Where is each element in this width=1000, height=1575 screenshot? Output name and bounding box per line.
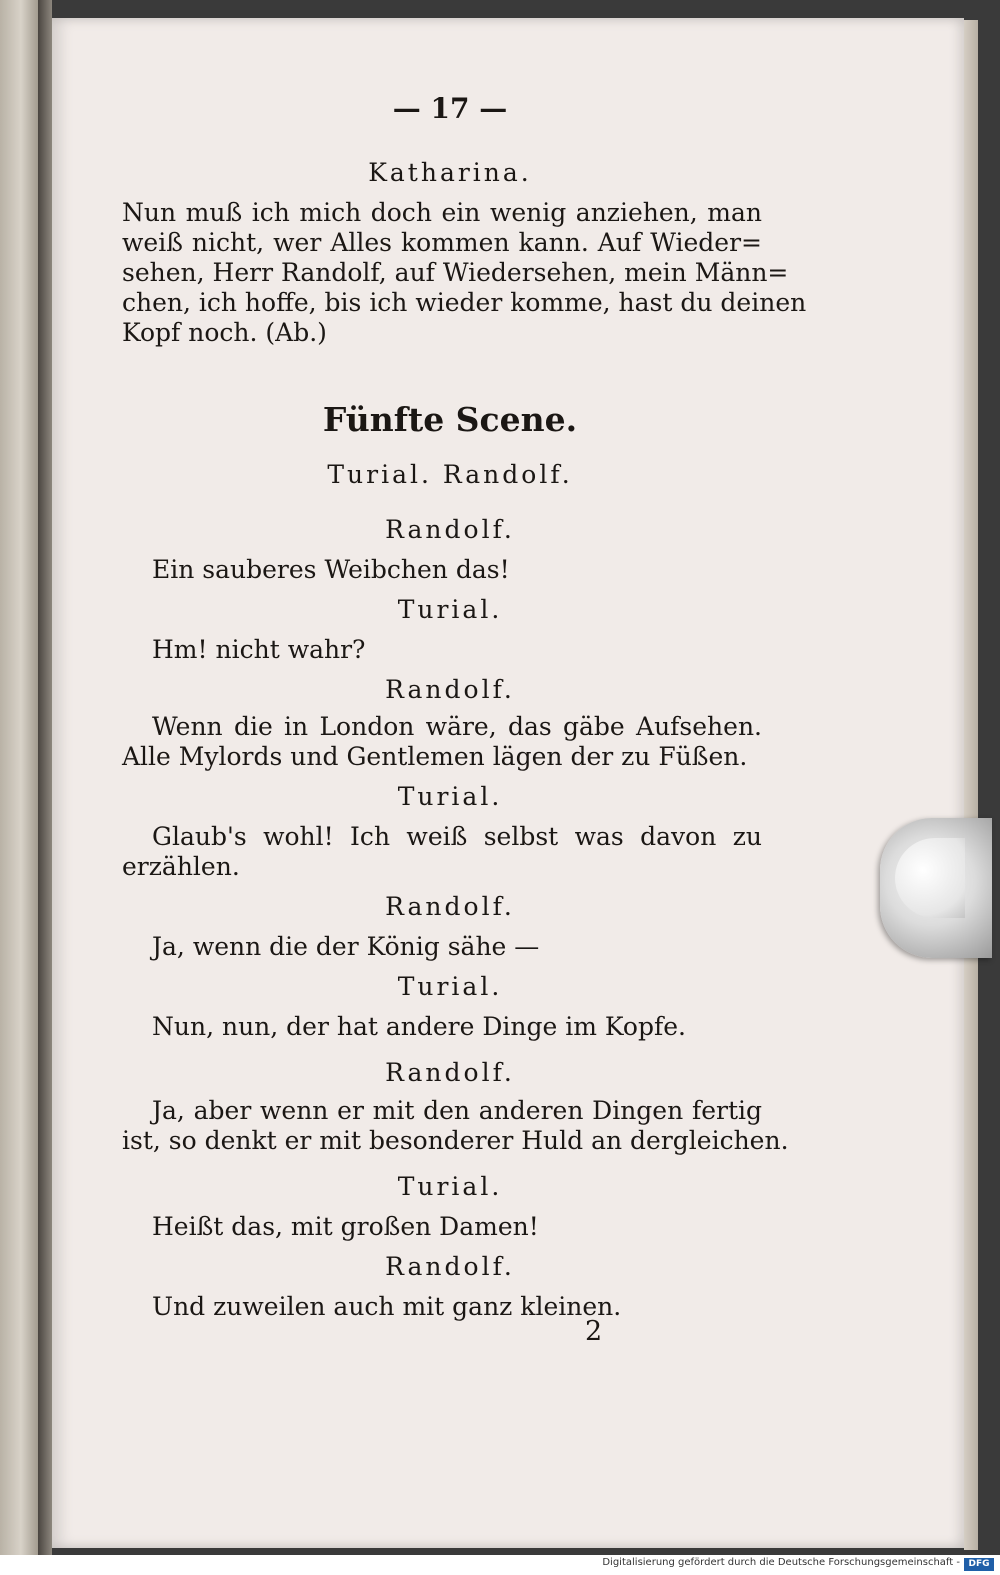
dfg-logo: DFG <box>964 1558 994 1571</box>
dialogue-line: erzählen. <box>122 852 240 881</box>
page-number: — 17 — <box>392 92 508 125</box>
scanner-clip-highlight <box>895 838 965 918</box>
scene-title: Fünfte Scene. <box>322 400 578 439</box>
dialogue-line: Ja, aber wenn er mit den anderen Dingen fertig <box>152 1096 762 1125</box>
dialogue-line: weiß nicht, wer Alles kommen kann. Auf Wieder= <box>122 228 762 257</box>
speaker-turial: Turial. <box>397 972 503 1001</box>
dialogue-line: Alle Mylords und Gentlemen lägen der zu Füßen. <box>122 742 748 771</box>
dialogue-line: Nun, nun, der hat andere Dinge im Kopfe. <box>152 1012 686 1041</box>
dialogue-line: Hm! nicht wahr? <box>152 635 366 664</box>
dialogue-line: sehen, Herr Randolf, auf Wiedersehen, mein Männ= <box>122 258 789 287</box>
speaker-turial: Turial. <box>397 595 503 624</box>
speaker-randolf: Randolf. <box>385 892 515 921</box>
dialogue-line: Heißt das, mit großen Damen! <box>152 1212 539 1241</box>
dialogue-line: Glaub's wohl! Ich weiß selbst was davon zu <box>152 822 762 851</box>
page-stack-edge <box>964 20 978 1550</box>
dialogue-line: Und zuweilen auch mit ganz kleinen. <box>152 1292 622 1321</box>
speaker-katharina: Katharina. <box>368 158 532 187</box>
speaker-randolf: Randolf. <box>385 675 515 704</box>
speaker-randolf: Randolf. <box>385 515 515 544</box>
dialogue-line: Ja, wenn die der König sähe — <box>152 932 540 961</box>
dialogue-line: Nun muß ich mich doch ein wenig anziehen, man <box>122 198 762 227</box>
scene-cast: Turial. Randolf. <box>327 460 573 489</box>
dialogue-line: ist, so denkt er mit besonderer Huld an dergleichen. <box>122 1126 789 1155</box>
speaker-randolf: Randolf. <box>385 1058 515 1087</box>
book-gutter <box>38 0 52 1555</box>
speaker-turial: Turial. <box>397 782 503 811</box>
previous-page-edge <box>0 0 38 1555</box>
dialogue-line: Wenn die in London wäre, das gäbe Aufsehen. <box>152 712 762 741</box>
signature-mark: 2 <box>585 1316 603 1347</box>
dialogue-line: Ein sauberes Weibchen das! <box>152 555 510 584</box>
footer-credit: Digitalisierung gefördert durch die Deutsche Forschungsgemeinschaft - <box>602 1557 960 1568</box>
speaker-turial: Turial. <box>397 1172 503 1201</box>
speaker-randolf: Randolf. <box>385 1252 515 1281</box>
dialogue-line: chen, ich hoffe, bis ich wieder komme, hast du deinen <box>122 288 807 317</box>
dialogue-line: Kopf noch. (Ab.) <box>122 318 327 347</box>
